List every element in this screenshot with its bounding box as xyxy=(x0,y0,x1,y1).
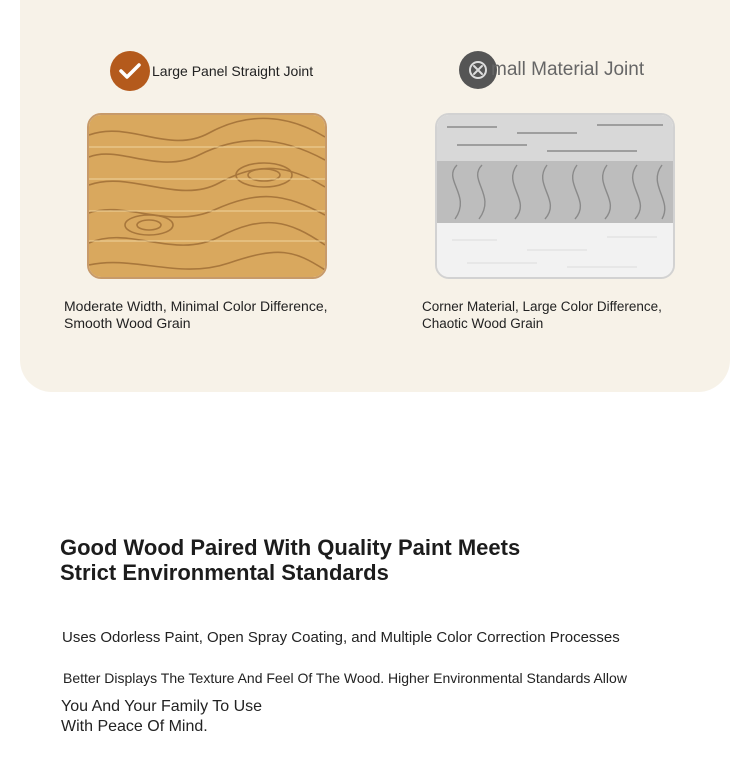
heading-line1: Good Wood Paired With Quality Paint Meets xyxy=(60,535,521,560)
good-caption-line1: Moderate Width, Minimal Color Difference, xyxy=(64,298,328,314)
body-line-3a: You And Your Family To Use xyxy=(61,698,263,715)
section-heading xyxy=(60,535,520,585)
bad-caption-line1: Corner Material, Large Color Difference, xyxy=(422,299,662,314)
good-caption-line2: Smooth Wood Grain xyxy=(64,315,191,331)
bad-option-label: mall Material Joint xyxy=(491,59,645,80)
bad-option-caption xyxy=(422,298,662,332)
small-material-joint-image xyxy=(435,113,675,279)
good-option-header xyxy=(110,51,313,91)
body-line-2: Better Displays The Texture And Feel Of The Wood. Higher Environmental Standards Allow xyxy=(63,670,627,686)
bad-caption-line2: Chaotic Wood Grain xyxy=(422,316,544,331)
straight-joint-wood-image xyxy=(87,113,327,279)
good-option-caption xyxy=(64,298,328,332)
good-option-label: Large Panel Straight Joint xyxy=(152,63,314,79)
checkmark-icon xyxy=(110,51,150,91)
bad-option-header xyxy=(459,51,644,89)
body-line-3b: With Peace Of Mind. xyxy=(61,718,208,735)
body-line-1: Uses Odorless Paint, Open Spray Coating, and Multiple Color Correction Processes xyxy=(62,629,620,646)
body-line-3 xyxy=(61,697,262,737)
heading-line2: Strict Environmental Standards xyxy=(60,560,389,585)
